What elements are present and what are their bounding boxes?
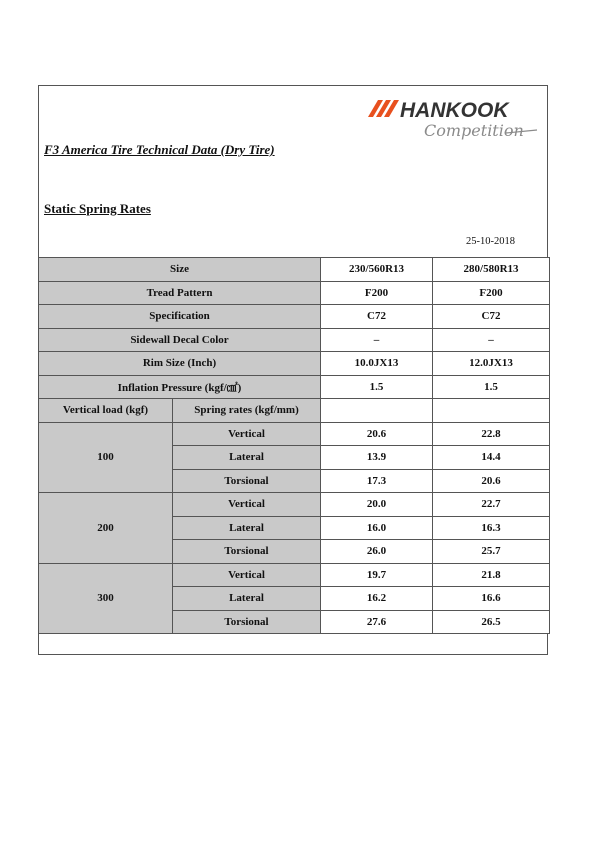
load-value: 100: [39, 422, 173, 493]
rate-value-b: 20.6: [433, 469, 550, 493]
size-value-a: 230/560R13: [321, 258, 433, 282]
table-row: [39, 258, 550, 282]
rate-value-a: 19.7: [321, 563, 433, 587]
empty-header-cell: [321, 399, 433, 423]
document-title: F3 America Tire Technical Data (Dry Tire): [44, 142, 275, 157]
inflation-value-b: 1.5: [433, 375, 550, 399]
table-row: [39, 375, 550, 399]
logo-wordmark: HANKOOK: [400, 99, 509, 122]
rate-value-a: 16.2: [321, 587, 433, 611]
rate-value-a: 16.0: [321, 516, 433, 540]
table-row: [39, 305, 550, 329]
spec-value-b: C72: [433, 305, 550, 329]
tread-value-b: F200: [433, 281, 550, 305]
tire-data-table: [38, 257, 550, 634]
table-row: [39, 352, 550, 376]
rate-value-b: 14.4: [433, 446, 550, 470]
rate-type: Lateral: [173, 446, 321, 470]
empty-header-cell: [433, 399, 550, 423]
vertical-load-header: Vertical load (kgf): [39, 399, 173, 423]
rate-value-b: 22.8: [433, 422, 550, 446]
decal-value-b: –: [433, 328, 550, 352]
rate-value-a: 20.6: [321, 422, 433, 446]
rim-label: Rim Size (Inch): [39, 352, 321, 376]
table-row: [39, 563, 550, 587]
table-row: [39, 399, 550, 423]
section-title: Static Spring Rates: [44, 201, 151, 216]
rate-value-b: 22.7: [433, 493, 550, 517]
rate-type: Vertical: [173, 422, 321, 446]
rate-type: Torsional: [173, 610, 321, 634]
rim-value-b: 12.0JX13: [433, 352, 550, 376]
table-row: [39, 422, 550, 446]
rate-type: Torsional: [173, 469, 321, 493]
spec-value-a: C72: [321, 305, 433, 329]
logo-swoosh-icon: [368, 100, 399, 117]
rate-value-a: 17.3: [321, 469, 433, 493]
rate-value-b: 21.8: [433, 563, 550, 587]
inflation-value-a: 1.5: [321, 375, 433, 399]
rate-value-a: 13.9: [321, 446, 433, 470]
rate-value-a: 27.6: [321, 610, 433, 634]
rate-value-b: 25.7: [433, 540, 550, 564]
table-row: [39, 281, 550, 305]
spec-label: Specification: [39, 305, 321, 329]
rate-value-b: 16.6: [433, 587, 550, 611]
rim-value-a: 10.0JX13: [321, 352, 433, 376]
rate-type: Vertical: [173, 493, 321, 517]
decal-value-a: –: [321, 328, 433, 352]
decal-label: Sidewall Decal Color: [39, 328, 321, 352]
size-label: Size: [39, 258, 321, 282]
spring-rates-header: Spring rates (kgf/mm): [173, 399, 321, 423]
logo-subtitle: Competition: [424, 121, 524, 140]
table-row: [39, 493, 550, 517]
table-row: [39, 328, 550, 352]
rate-value-a: 20.0: [321, 493, 433, 517]
rate-type: Lateral: [173, 516, 321, 540]
hankook-logo: [366, 96, 541, 146]
rate-value-a: 26.0: [321, 540, 433, 564]
inflation-label: Inflation Pressure (kgf/㎠): [39, 375, 321, 399]
load-value: 200: [39, 493, 173, 564]
document-date: 25-10-2018: [466, 236, 515, 247]
rate-value-b: 26.5: [433, 610, 550, 634]
rate-type: Torsional: [173, 540, 321, 564]
rate-type: Lateral: [173, 587, 321, 611]
size-value-b: 280/580R13: [433, 258, 550, 282]
load-value: 300: [39, 563, 173, 634]
tread-label: Tread Pattern: [39, 281, 321, 305]
rate-value-b: 16.3: [433, 516, 550, 540]
tread-value-a: F200: [321, 281, 433, 305]
rate-type: Vertical: [173, 563, 321, 587]
